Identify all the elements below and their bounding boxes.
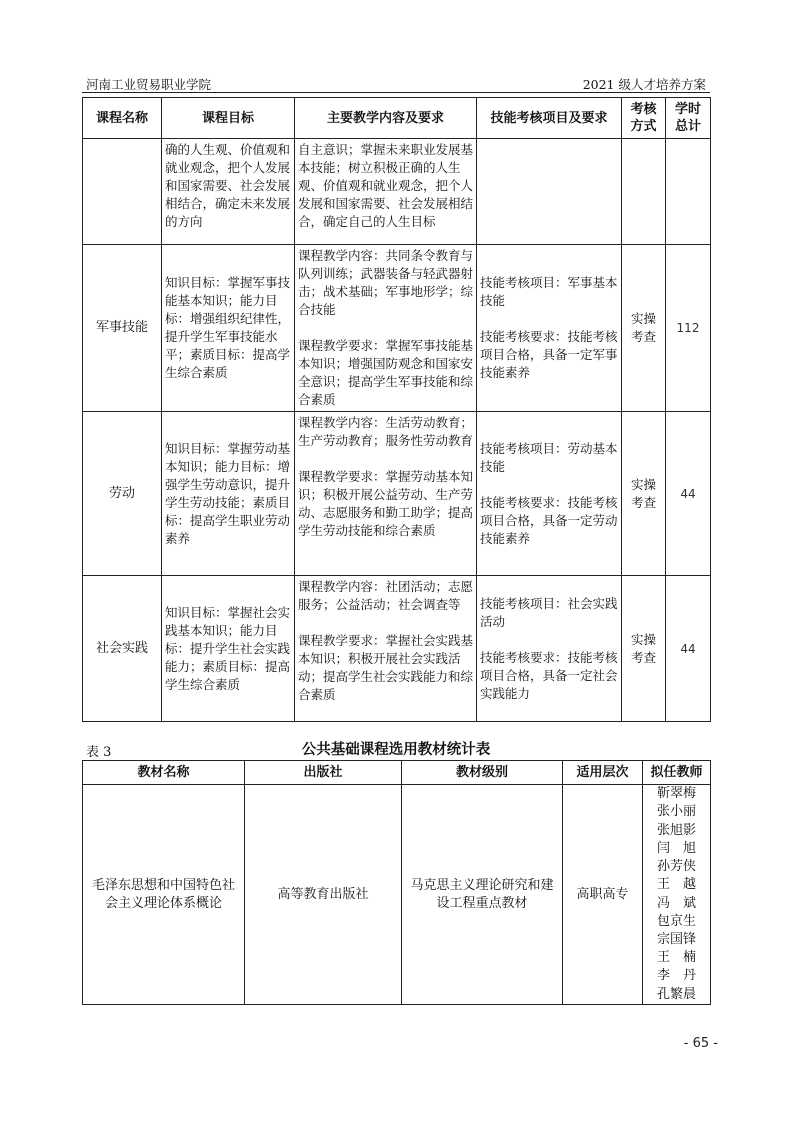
content-text: 课程教学内容：社团活动；志愿服务；公益活动；社会调查等 xyxy=(298,579,474,612)
header-course-goal: 课程目标 xyxy=(162,98,295,139)
table-row-continuation xyxy=(83,139,711,245)
table-header-row xyxy=(83,98,711,139)
teacher-name: 李 丹 xyxy=(656,968,696,984)
cell-empty xyxy=(477,139,622,245)
content-text: 课程教学内容：生活劳动教育；生产劳动教育；服务性劳动教育 xyxy=(298,415,474,448)
header-content: 主要教学内容及要求 xyxy=(295,98,477,139)
requirement-text: 课程教学要求：掌握社会实践基本知识；积极开展社会实践活动；提高学生社会实践能力和综合素质 xyxy=(298,633,474,702)
teacher-name: 靳翠梅 xyxy=(656,786,696,802)
cell-exam: 实操考查 xyxy=(622,576,666,722)
skill-requirement: 技能考核要求：技能考核项目合格，具备一定劳动技能素养 xyxy=(480,494,618,546)
teacher-name: 冯 斌 xyxy=(656,895,696,911)
cell-skill xyxy=(477,576,622,722)
course-table xyxy=(82,97,711,722)
teacher-name: 包京生 xyxy=(656,913,696,929)
header-textbook: 教材名称 xyxy=(83,761,245,785)
cell-course-name: 军事技能 xyxy=(83,245,162,412)
header-publisher: 出版社 xyxy=(245,761,402,785)
cell-empty xyxy=(622,139,666,245)
cell-course-name: 劳动 xyxy=(83,412,162,576)
cell-content xyxy=(295,412,477,576)
teacher-name: 张小丽 xyxy=(656,804,696,820)
header-applicable: 适用层次 xyxy=(563,761,643,785)
table-row xyxy=(83,412,711,576)
cell-level: 马克思主义理论研究和建设工程重点教材 xyxy=(402,785,563,1005)
cell-textbook: 毛泽东思想和中国特色社会主义理论体系概论 xyxy=(83,785,245,1005)
table-row xyxy=(83,576,711,722)
table3-title: 公共基础课程选用教材统计表 xyxy=(301,742,491,758)
document-title: 2021 级人才培养方案 xyxy=(582,77,706,92)
header-level: 教材级别 xyxy=(402,761,563,785)
skill-requirement: 技能考核要求：技能考核项目合格，具备一定军事技能素养 xyxy=(480,329,618,380)
cell-skill xyxy=(477,245,622,412)
skill-item: 技能考核项目：社会实践活动 xyxy=(480,595,618,629)
cell-applicable: 高职高专 xyxy=(563,785,643,1005)
cell-goal: 知识目标：掌握劳动基本知识；能力目标：增强学生劳动意识，提升学生劳动技能；素质目标：提高学生职业劳动素养 xyxy=(162,412,295,576)
header-teachers: 拟任教师 xyxy=(643,761,711,785)
page-header xyxy=(82,72,710,93)
header-exam: 考核方式 xyxy=(622,98,666,139)
header-course-name: 课程名称 xyxy=(83,98,162,139)
teacher-name: 王 楠 xyxy=(656,950,696,966)
cell-course-name: 社会实践 xyxy=(83,576,162,722)
cell-publisher: 高等教育出版社 xyxy=(245,785,402,1005)
cell-empty xyxy=(666,139,711,245)
cell-hours: 112 xyxy=(666,245,711,412)
cell-hours: 44 xyxy=(666,412,711,576)
textbook-table xyxy=(82,760,711,1005)
cell-content xyxy=(295,576,477,722)
cell-exam: 实操考查 xyxy=(622,412,666,576)
cell-goal: 确的人生观、价值观和就业观念，把个人发展和国家需要、社会发展相结合，确定未来发展的方向 xyxy=(162,139,295,245)
skill-item: 技能考核项目：军事基本技能 xyxy=(480,275,618,308)
content-text: 课程教学内容：共同条令教育与队列训练；武器装备与轻武器射击；战术基础；军事地形学；综合技能 xyxy=(298,248,474,317)
table3-caption xyxy=(82,738,710,758)
teacher-name: 闫 旭 xyxy=(656,840,696,856)
teacher-name: 张旭影 xyxy=(656,822,696,838)
header-hours: 学时总计 xyxy=(666,98,711,139)
header-skill: 技能考核项目及要求 xyxy=(477,98,622,139)
cell-empty xyxy=(83,139,162,245)
cell-exam: 实操考查 xyxy=(622,245,666,412)
teacher-name: 王 越 xyxy=(656,877,696,893)
skill-item: 技能考核项目：劳动基本技能 xyxy=(480,440,618,474)
cell-content xyxy=(295,245,477,412)
skill-requirement: 技能考核要求：技能考核项目合格，具备一定社会实践能力 xyxy=(480,649,618,701)
requirement-text: 课程教学要求：掌握军事技能基本知识；增强国防观念和国家安全意识；提高学生军事技能和综合素质 xyxy=(298,338,474,407)
cell-content: 自主意识；掌握未来职业发展基本技能；树立积极正确的人生观、价值观和就业观念，把个人发展和国家需要、社会发展相结合，确定自己的人生目标 xyxy=(295,139,477,245)
cell-skill xyxy=(477,412,622,576)
cell-hours: 44 xyxy=(666,576,711,722)
page-number: - 65 - xyxy=(683,1036,718,1051)
teacher-name: 孔繁晨 xyxy=(656,986,696,1002)
table-header-row xyxy=(83,761,711,785)
table3-label: 表 3 xyxy=(86,745,112,760)
requirement-text: 课程教学要求：掌握劳动基本知识；积极开展公益劳动、生产劳动、志愿服务和勤工助学；提高学生劳动技能和综合素质 xyxy=(298,469,474,538)
teacher-name: 宗国锋 xyxy=(656,931,696,947)
cell-goal: 知识目标：掌握社会实践基本知识；能力目标：提升学生社会实践能力；素质目标：提高学生综合素质 xyxy=(162,576,295,722)
cell-teachers xyxy=(643,785,711,1005)
cell-goal: 知识目标：掌握军事技能基本知识；能力目标：增强组织纪律性，提升学生军事技能水平；素质目标：提高学生综合素质 xyxy=(162,245,295,412)
table-row xyxy=(83,245,711,412)
school-name: 河南工业贸易职业学院 xyxy=(86,77,212,92)
teacher-name: 孙芳侠 xyxy=(656,859,696,875)
table-row xyxy=(83,785,711,1005)
